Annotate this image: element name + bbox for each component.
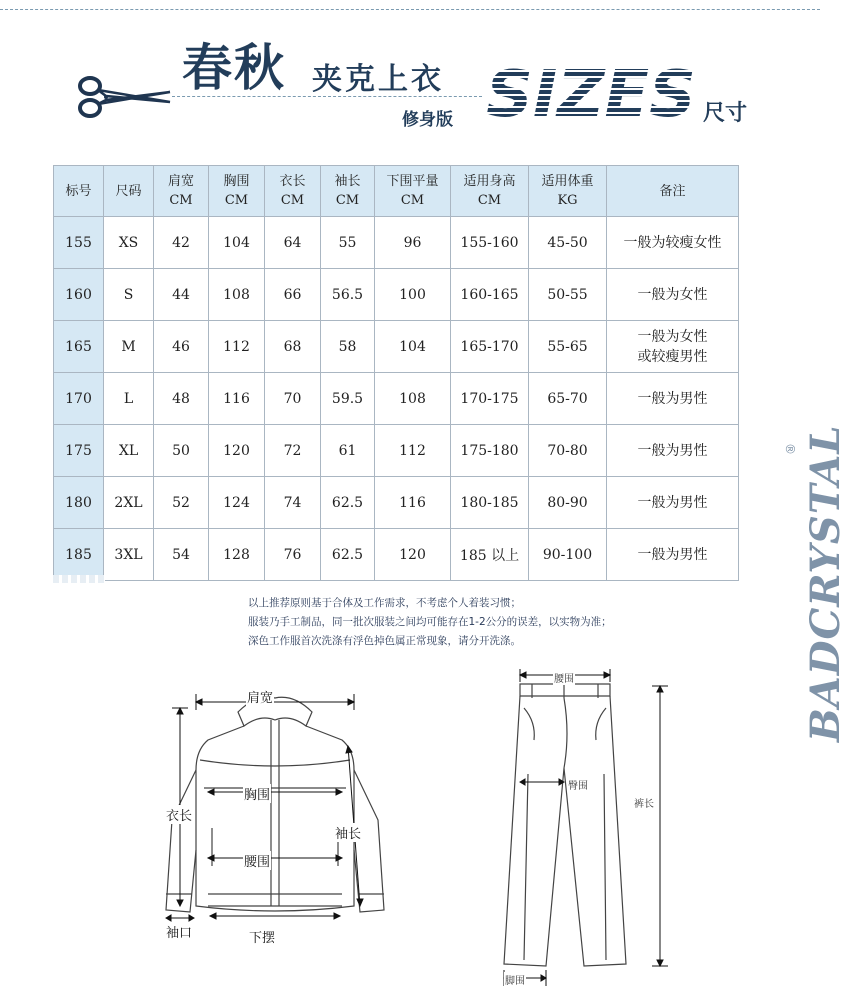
note-cell-line: 一般为女性 xyxy=(637,286,708,303)
table-cell: L xyxy=(104,373,154,425)
table-cell xyxy=(607,321,739,373)
pants-diagram xyxy=(480,664,685,989)
table-cell: 128 xyxy=(209,529,265,581)
table-cell: 70-80 xyxy=(529,425,607,477)
note-line: 服装乃手工制品，同一批次服装之间均可能存在1-2公分的误差，以实物为准； xyxy=(248,616,612,628)
care-notes xyxy=(248,594,612,651)
table-cell: 68 xyxy=(265,321,321,373)
column-header xyxy=(265,166,321,217)
table-cell: 165 xyxy=(54,321,104,373)
table-shadow-decoration xyxy=(53,575,105,583)
table-cell: 55 xyxy=(321,217,375,269)
note-cell-line: 一般为较瘦女性 xyxy=(623,234,722,251)
table-cell: 180 xyxy=(54,477,104,529)
table-cell: 96 xyxy=(375,217,451,269)
page-header xyxy=(0,0,820,150)
column-header xyxy=(451,166,529,217)
table-cell: 42 xyxy=(154,217,209,269)
table-cell: 112 xyxy=(209,321,265,373)
column-header xyxy=(104,166,154,217)
table-cell: 44 xyxy=(154,269,209,321)
table-cell: 116 xyxy=(375,477,451,529)
table-cell: 104 xyxy=(209,217,265,269)
table-cell: 66 xyxy=(265,269,321,321)
table-cell: M xyxy=(104,321,154,373)
column-header xyxy=(607,166,739,217)
sizes-wordmark xyxy=(482,58,702,132)
table-cell: 72 xyxy=(265,425,321,477)
table-row xyxy=(54,373,739,425)
label-shoulder: 肩宽 xyxy=(246,687,274,706)
table-cell: 45-50 xyxy=(529,217,607,269)
table-cell: 62.5 xyxy=(321,529,375,581)
note-line: 以上推荐原则基于合体及工作需求，不考虑个人着装习惯； xyxy=(248,597,521,609)
column-header-line: 标号 xyxy=(65,183,92,199)
title-product: 夹克上衣 xyxy=(312,62,444,97)
table-cell: 54 xyxy=(154,529,209,581)
note-cell-line: 一般为男性 xyxy=(637,494,708,511)
label-length: 衣长 xyxy=(165,805,193,824)
title-size-suffix: 尺寸 xyxy=(703,101,748,126)
table-cell xyxy=(607,373,739,425)
table-cell: 80-90 xyxy=(529,477,607,529)
table-cell: 155 xyxy=(54,217,104,269)
table-cell: 170-175 xyxy=(451,373,529,425)
table-cell: 62.5 xyxy=(321,477,375,529)
note-cell-line: 一般为男性 xyxy=(637,390,708,407)
label-pants-foot: 脚围 xyxy=(504,972,526,987)
column-header-line: KG xyxy=(557,193,578,208)
label-pants-thigh: 臀围 xyxy=(567,777,589,792)
column-header-line: CM xyxy=(224,193,249,208)
table-cell: 180-185 xyxy=(451,477,529,529)
scissors-icon xyxy=(76,72,172,120)
column-header-line: 备注 xyxy=(659,183,686,199)
size-table-header xyxy=(54,166,739,217)
column-header-line: 衣长 xyxy=(279,174,306,189)
table-cell: 58 xyxy=(321,321,375,373)
title-season: 春秋 xyxy=(182,38,286,97)
table-cell: 155-160 xyxy=(451,217,529,269)
sizes-text: SIZES xyxy=(486,58,696,132)
column-header-line: CM xyxy=(169,193,193,208)
table-cell: 165-170 xyxy=(451,321,529,373)
table-cell xyxy=(607,217,739,269)
table-cell: 50-55 xyxy=(529,269,607,321)
table-cell: 112 xyxy=(375,425,451,477)
table-cell: 185 xyxy=(54,529,104,581)
table-cell: 160 xyxy=(54,269,104,321)
label-hem: 下摆 xyxy=(248,927,276,946)
table-cell: 52 xyxy=(154,477,209,529)
note-line: 深色工作服首次洗涤有浮色掉色属正常现象，请分开洗涤。 xyxy=(248,635,521,647)
table-cell: 100 xyxy=(375,269,451,321)
column-header-line: CM xyxy=(400,193,425,208)
table-cell xyxy=(607,529,739,581)
label-pants-waist: 腰围 xyxy=(553,670,575,685)
table-cell: 55-65 xyxy=(529,321,607,373)
table-cell: 3XL xyxy=(104,529,154,581)
column-header-line: 肩宽 xyxy=(167,174,194,189)
size-table xyxy=(53,165,739,581)
table-row xyxy=(54,425,739,477)
column-header-line: 袖长 xyxy=(334,174,361,189)
table-cell: 2XL xyxy=(104,477,154,529)
column-header-line: 适用身高 xyxy=(463,174,516,189)
table-row xyxy=(54,321,739,373)
table-cell: 160-165 xyxy=(451,269,529,321)
table-cell: XL xyxy=(104,425,154,477)
table-cell: 56.5 xyxy=(321,269,375,321)
table-cell xyxy=(607,425,739,477)
column-header xyxy=(209,166,265,217)
table-cell: 61 xyxy=(321,425,375,477)
table-cell: 116 xyxy=(209,373,265,425)
column-header-line: 尺码 xyxy=(115,183,142,199)
table-row xyxy=(54,529,739,581)
table-cell: 170 xyxy=(54,373,104,425)
table-cell: 185 以上 xyxy=(451,529,529,581)
column-header xyxy=(54,166,104,217)
column-header-line: 胸围 xyxy=(223,174,250,189)
brand-name: BADCRYSTAL xyxy=(802,424,849,742)
table-row xyxy=(54,269,739,321)
table-cell xyxy=(607,269,739,321)
note-cell-line: 一般为男性 xyxy=(637,442,708,459)
table-cell: XS xyxy=(104,217,154,269)
column-header xyxy=(154,166,209,217)
column-header-line: 下围平量 xyxy=(386,174,439,189)
table-cell: S xyxy=(104,269,154,321)
table-cell: 65-70 xyxy=(529,373,607,425)
label-sleeve: 袖长 xyxy=(334,823,362,842)
size-table-body xyxy=(54,217,739,581)
table-row xyxy=(54,217,739,269)
jacket-diagram xyxy=(160,680,390,945)
table-cell: 59.5 xyxy=(321,373,375,425)
column-header-line: 适用体重 xyxy=(541,174,594,189)
table-cell: 120 xyxy=(209,425,265,477)
table-cell: 90-100 xyxy=(529,529,607,581)
label-chest: 胸围 xyxy=(243,784,271,803)
table-cell: 76 xyxy=(265,529,321,581)
table-cell: 64 xyxy=(265,217,321,269)
label-waist: 腰围 xyxy=(243,851,271,870)
column-header-line: CM xyxy=(280,193,305,208)
label-pants-length: 裤长 xyxy=(633,795,655,810)
table-cell: 108 xyxy=(209,269,265,321)
table-row xyxy=(54,477,739,529)
table-cell xyxy=(607,477,739,529)
column-header xyxy=(375,166,451,217)
table-cell: 104 xyxy=(375,321,451,373)
column-header xyxy=(529,166,607,217)
note-cell-line: 或较瘦男性 xyxy=(637,348,708,365)
table-cell: 50 xyxy=(154,425,209,477)
title-fit: 修身版 xyxy=(402,110,453,130)
note-cell-line: 一般为女性 xyxy=(637,328,708,345)
label-cuff: 袖口 xyxy=(165,922,193,941)
table-cell: 124 xyxy=(209,477,265,529)
table-cell: 108 xyxy=(375,373,451,425)
table-cell: 120 xyxy=(375,529,451,581)
column-header xyxy=(321,166,375,217)
table-cell: 175-180 xyxy=(451,425,529,477)
table-cell: 175 xyxy=(54,425,104,477)
column-header-line: CM xyxy=(335,193,360,208)
brand-logo xyxy=(780,424,849,752)
header-row xyxy=(54,166,739,217)
table-cell: 74 xyxy=(265,477,321,529)
registered-mark: ® xyxy=(783,443,797,455)
table-cell: 46 xyxy=(154,321,209,373)
column-header-line: CM xyxy=(477,193,502,208)
note-cell-line: 一般为男性 xyxy=(637,546,708,563)
table-cell: 70 xyxy=(265,373,321,425)
table-cell: 48 xyxy=(154,373,209,425)
